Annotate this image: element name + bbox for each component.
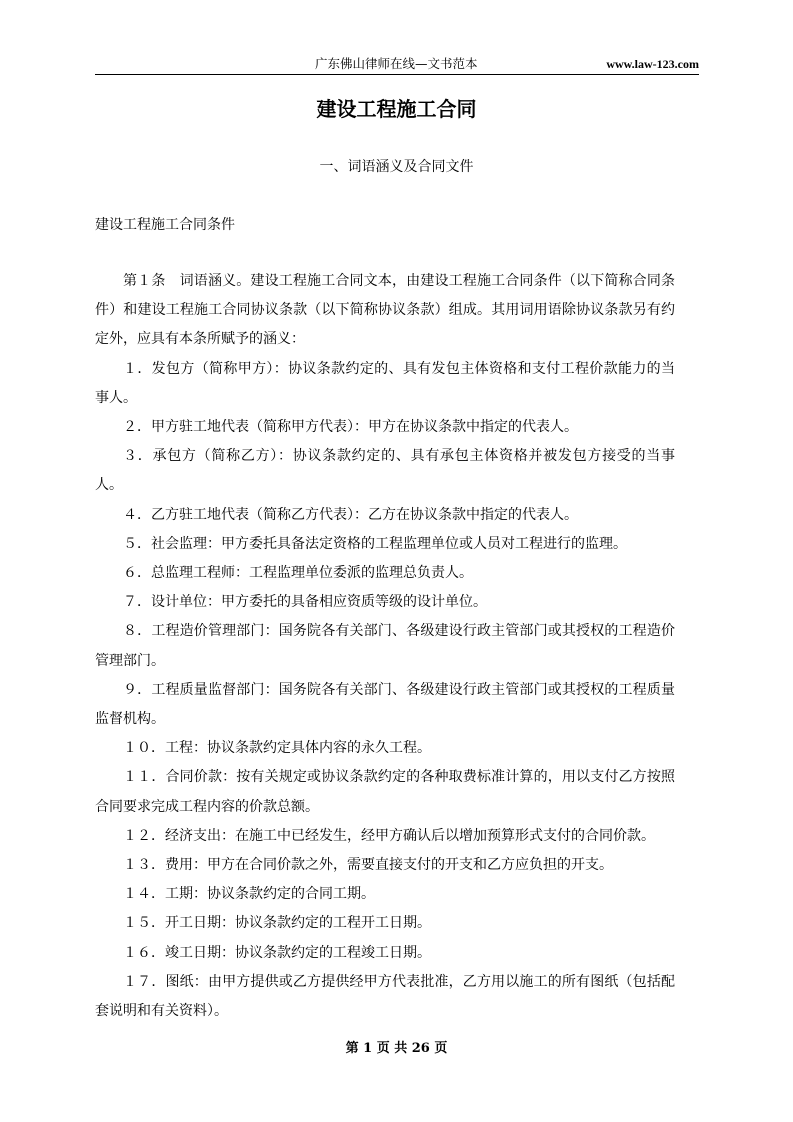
paragraph-item-10: １０．工程：协议条款约定具体内容的永久工程。 bbox=[123, 740, 431, 757]
paragraph-item-2: ２．甲方驻工地代表（简称甲方代表）：甲方在协议条款中指定的代表人。 bbox=[123, 419, 578, 436]
paragraph-item-8: ８．工程造价管理部门：国务院各有关部门、各级建设行政主管部门或其授权的工程造价管理部门。 bbox=[95, 623, 675, 669]
header-title: 广东佛山律师在线—文书范本 bbox=[315, 56, 478, 71]
paragraph-item-6: ６．总监理工程师：工程监理单位委派的监理总负责人。 bbox=[123, 565, 473, 582]
paragraph-item-12: １２．经济支出：在施工中已经发生，经甲方确认后以增加预算形式支付的合同价款。 bbox=[123, 827, 655, 844]
paragraph-item-17: １７．图纸：由甲方提供或乙方提供经甲方代表批准，乙方用以施工的所有图纸（包括配套说明和有关资料）。 bbox=[95, 973, 675, 1020]
paragraph-item-15: １５．开工日期：协议条款约定的工程开工日期。 bbox=[123, 915, 431, 932]
section-title: 一、词语涵义及合同文件 bbox=[319, 159, 474, 175]
paragraph-item-4: ４．乙方驻工地代表（简称乙方代表）：乙方在协议条款中指定的代表人。 bbox=[123, 506, 578, 523]
paragraph-item-14: １４．工期：协议条款约定的合同工期。 bbox=[123, 886, 375, 903]
subtitle: 建设工程施工合同条件 bbox=[95, 217, 235, 233]
paragraph-item-1: １．发包方（简称甲方）：协议条款约定的、具有发包主体资格和支付工程价款能力的当事人。 bbox=[95, 360, 675, 406]
paragraph-article-1: 第１条 词语涵义。建设工程施工合同文本，由建设工程施工合同条件（以下简称合同条件）和建设工程施工合同协议条款（以下简称协议条款）组成。其用词用语除协议条款另有约定外，应具有本条所赋予的涵义： bbox=[95, 273, 675, 348]
paragraph-item-16: １６．竣工日期：协议条款约定的工程竣工日期。 bbox=[123, 944, 431, 961]
paragraph-item-11: １１．合同价款：按有关规定或协议条款约定的各种取费标准计算的，用以支付乙方按照合同要求完成工程内容的价款总额。 bbox=[95, 769, 675, 815]
page-number: 第 1 页 共 26 页 bbox=[345, 1041, 448, 1056]
paragraph-item-13: １３．费用：甲方在合同价款之外，需要直接支付的开支和乙方应负担的开支。 bbox=[123, 857, 613, 874]
paragraph-item-5: ５．社会监理：甲方委托具备法定资格的工程监理单位或人员对工程进行的监理。 bbox=[123, 535, 627, 552]
paragraph-item-7: ７．设计单位：甲方委托的具备相应资质等级的设计单位。 bbox=[123, 594, 487, 611]
page-header bbox=[95, 56, 699, 75]
document-title: 建设工程施工合同 bbox=[316, 97, 477, 121]
paragraph-item-9: ９．工程质量监督部门：国务院各有关部门、各级建设行政主管部门或其授权的工程质量监督机构。 bbox=[95, 681, 675, 728]
document-body bbox=[95, 267, 675, 1026]
header-url[interactable]: www.law-123.com bbox=[606, 57, 699, 71]
paragraph-item-3: ３．承包方（简称乙方）：协议条款约定的、具有承包主体资格并被发包方接受的当事人。 bbox=[95, 448, 675, 494]
